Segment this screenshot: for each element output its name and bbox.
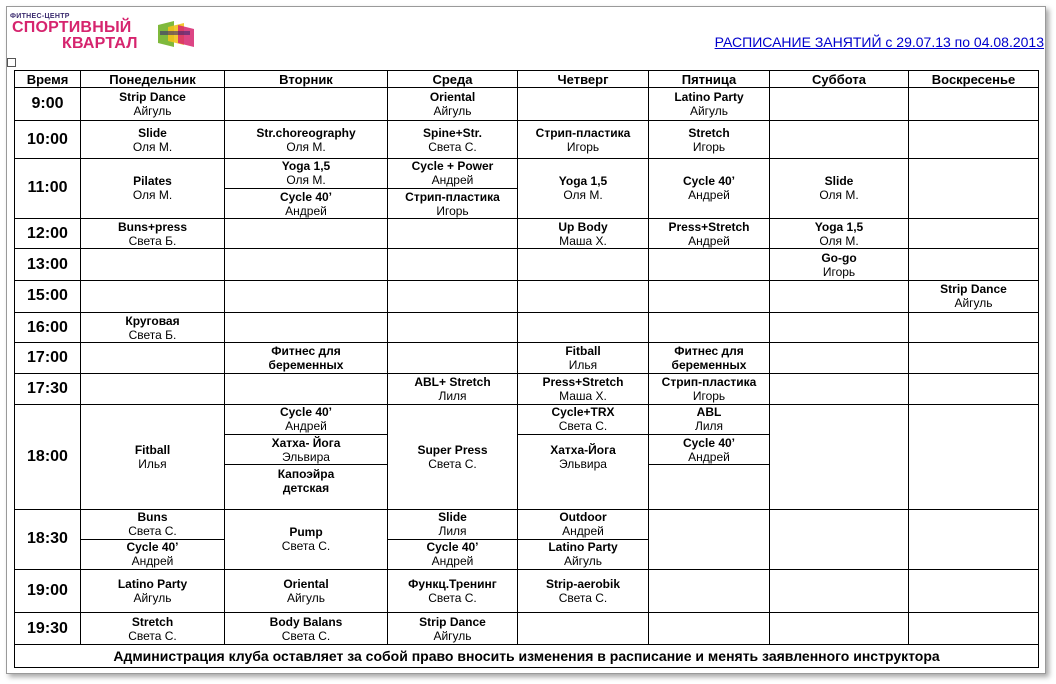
class-name: Outdoor bbox=[559, 510, 607, 525]
class-instructor: Оля М. bbox=[819, 233, 859, 248]
class-name: Buns bbox=[137, 510, 168, 525]
class-instructor: Айгуль bbox=[286, 591, 326, 606]
time-cell: 12:00 bbox=[15, 219, 81, 249]
class-cell bbox=[518, 404, 649, 434]
table-move-handle[interactable] bbox=[7, 58, 16, 67]
class-name: Cycle 40’ bbox=[682, 174, 736, 189]
class-instructor: Света С. bbox=[128, 628, 177, 643]
class-instructor: Игорь bbox=[692, 139, 726, 154]
class-name: Latino Party bbox=[674, 90, 744, 105]
empty-cell bbox=[225, 219, 388, 249]
empty-cell bbox=[388, 280, 518, 312]
class-cell bbox=[81, 219, 225, 249]
schedule-table bbox=[14, 70, 1039, 668]
class-cell bbox=[518, 509, 649, 539]
class-instructor: Игорь bbox=[566, 139, 600, 154]
class-name: Fitball bbox=[565, 344, 601, 359]
class-instructor: Оля М. bbox=[286, 173, 326, 188]
class-instructor: Света С. bbox=[428, 139, 477, 154]
class-cell bbox=[225, 570, 388, 613]
class-cell bbox=[649, 343, 770, 374]
empty-cell bbox=[225, 88, 388, 121]
header-wednesday: Среда bbox=[388, 71, 518, 88]
class-instructor: Айгуль bbox=[433, 104, 472, 119]
class-name: Latino Party bbox=[548, 540, 618, 555]
class-instructor: Света Б. bbox=[128, 327, 177, 342]
class-name: Strip Dance bbox=[119, 90, 186, 105]
class-cell bbox=[518, 343, 649, 374]
class-instructor: Оля М. bbox=[132, 188, 173, 203]
class-instructor: Оля М. bbox=[819, 188, 859, 203]
class-instructor: Света С. bbox=[428, 456, 477, 471]
class-instructor: Игорь bbox=[692, 389, 726, 404]
class-name: Oriental bbox=[429, 90, 476, 105]
logo-subtitle: ФИТНЕС-ЦЕНТР bbox=[10, 13, 70, 20]
time-cell: 10:00 bbox=[15, 121, 81, 158]
class-instructor: Оля М. bbox=[132, 139, 173, 154]
class-cell bbox=[770, 158, 909, 219]
class-name: Slide bbox=[824, 174, 854, 189]
class-name: Стрип-пластика bbox=[405, 189, 500, 204]
class-instructor: Андрей bbox=[431, 173, 474, 188]
class-name: Cycle+TRX bbox=[551, 405, 615, 420]
club-logo bbox=[10, 13, 200, 53]
time-cell: 17:00 bbox=[15, 343, 81, 374]
class-cell bbox=[81, 404, 225, 509]
class-cell bbox=[388, 613, 518, 644]
class-name: Latino Party bbox=[117, 577, 188, 592]
time-cell: 15:00 bbox=[15, 280, 81, 312]
class-name: Up Body bbox=[558, 219, 608, 234]
class-name: Strip Dance bbox=[419, 614, 486, 629]
class-name: Super Press bbox=[417, 442, 488, 457]
class-cell bbox=[81, 570, 225, 613]
empty-cell bbox=[388, 219, 518, 249]
class-cell bbox=[518, 121, 649, 158]
class-cell bbox=[649, 404, 770, 434]
header-time: Время bbox=[15, 71, 81, 88]
empty-cell bbox=[81, 374, 225, 404]
class-cell bbox=[909, 280, 1039, 312]
empty-cell bbox=[909, 88, 1039, 121]
class-name: Pump bbox=[289, 525, 323, 540]
class-name: Stretch bbox=[131, 614, 174, 629]
empty-cell bbox=[518, 280, 649, 312]
time-cell: 17:30 bbox=[15, 374, 81, 404]
class-cell bbox=[81, 312, 225, 342]
class-name: Cycle 40’ bbox=[682, 435, 736, 450]
class-cell bbox=[388, 539, 518, 569]
class-instructor: Андрей bbox=[131, 554, 174, 569]
empty-cell bbox=[649, 312, 770, 342]
class-name: Cycle 40’ bbox=[126, 540, 179, 555]
class-name: Хатха-Йога bbox=[550, 442, 616, 457]
time-cell: 13:00 bbox=[15, 249, 81, 280]
empty-cell bbox=[770, 280, 909, 312]
class-name: Фитнес для bbox=[674, 344, 744, 359]
class-cell bbox=[649, 219, 770, 249]
time-cell: 18:00 bbox=[15, 404, 81, 509]
class-name: Стрип-пластика bbox=[661, 375, 757, 390]
empty-cell bbox=[770, 570, 909, 613]
class-cell bbox=[518, 219, 649, 249]
empty-cell bbox=[649, 465, 770, 509]
class-name: Фитнес для bbox=[271, 344, 341, 359]
logo-line-2: КВАРТАЛ bbox=[62, 35, 138, 52]
empty-cell bbox=[909, 509, 1039, 570]
class-cell bbox=[225, 188, 388, 218]
class-cell bbox=[770, 249, 909, 280]
header-monday: Понедельник bbox=[81, 71, 225, 88]
empty-cell bbox=[388, 249, 518, 280]
class-cell bbox=[518, 539, 649, 569]
class-instructor: Маша Х. bbox=[559, 233, 607, 248]
empty-cell bbox=[649, 509, 770, 570]
class-name: Stretch bbox=[688, 125, 730, 140]
class-cell bbox=[388, 374, 518, 404]
class-cell bbox=[225, 613, 388, 644]
class-cell bbox=[81, 158, 225, 219]
class-cell bbox=[649, 434, 770, 464]
class-cell bbox=[649, 374, 770, 404]
class-name: Капоэйра bbox=[277, 467, 335, 482]
empty-cell bbox=[909, 374, 1039, 404]
class-name: Slide bbox=[438, 510, 467, 525]
class-cell bbox=[388, 121, 518, 158]
class-name: Strip Dance bbox=[940, 282, 1007, 297]
class-instructor: Айгуль bbox=[433, 628, 472, 643]
empty-cell bbox=[909, 312, 1039, 342]
empty-cell bbox=[81, 249, 225, 280]
class-instructor: Света С. bbox=[428, 591, 477, 606]
class-instructor: Света С. bbox=[281, 539, 331, 554]
empty-cell bbox=[225, 374, 388, 404]
empty-cell bbox=[770, 404, 909, 509]
header-saturday: Суббота bbox=[770, 71, 909, 88]
class-cell bbox=[518, 374, 649, 404]
empty-cell bbox=[770, 613, 909, 644]
time-cell: 16:00 bbox=[15, 312, 81, 342]
class-cell bbox=[81, 509, 225, 539]
empty-cell bbox=[770, 374, 909, 404]
empty-cell bbox=[909, 404, 1039, 509]
class-cell bbox=[225, 509, 388, 570]
class-cell bbox=[225, 343, 388, 374]
time-cell: 19:30 bbox=[15, 613, 81, 644]
class-instructor: Игорь bbox=[822, 264, 856, 279]
class-instructor: Маша Х. bbox=[559, 389, 607, 404]
class-instructor: Илья bbox=[138, 456, 167, 471]
class-name: ABL bbox=[696, 405, 722, 420]
class-name: Yoga 1,5 bbox=[281, 159, 331, 174]
empty-cell bbox=[225, 312, 388, 342]
time-cell: 9:00 bbox=[15, 88, 81, 121]
class-instructor: Айгуль bbox=[689, 104, 729, 119]
header-tuesday: Вторник bbox=[225, 71, 388, 88]
class-cell bbox=[388, 88, 518, 121]
class-instructor: Света С. bbox=[281, 628, 331, 643]
class-instructor: Света С. bbox=[558, 591, 608, 606]
class-name: ABL+ Stretch bbox=[414, 375, 491, 390]
header-thursday: Четверг bbox=[518, 71, 649, 88]
class-instructor: Айгуль bbox=[133, 104, 172, 119]
empty-cell bbox=[909, 219, 1039, 249]
class-cell bbox=[770, 219, 909, 249]
empty-cell bbox=[649, 613, 770, 644]
empty-cell bbox=[518, 88, 649, 121]
class-name: Yoga 1,5 bbox=[814, 219, 864, 234]
logo-line-1: СПОРТИВНЫЙ bbox=[12, 19, 132, 36]
class-instructor: Андрей bbox=[688, 449, 730, 464]
class-cell bbox=[518, 158, 649, 219]
class-name: Oriental bbox=[283, 577, 329, 592]
class-name: Cycle 40’ bbox=[279, 405, 333, 420]
class-instructor: Лиля bbox=[438, 389, 467, 404]
class-name: Body Balans bbox=[269, 614, 343, 629]
class-instructor: Эльвира bbox=[559, 456, 607, 471]
header-sunday: Воскресенье bbox=[909, 71, 1039, 88]
footer-note: Администрация клуба оставляет за собой право вносить изменения в расписание и менять заявленного инструктора bbox=[15, 644, 1039, 667]
class-name-line-2: беременных bbox=[671, 358, 747, 373]
empty-cell bbox=[225, 280, 388, 312]
class-instructor: Света С. bbox=[558, 419, 608, 434]
class-name: Strip-aerobik bbox=[545, 577, 620, 592]
class-instructor: Лиля bbox=[694, 419, 724, 434]
class-instructor: Андрей bbox=[285, 419, 327, 434]
empty-cell bbox=[649, 249, 770, 280]
class-name: Spine+Str. bbox=[422, 125, 483, 140]
class-cell bbox=[388, 158, 518, 188]
class-instructor: Андрей bbox=[562, 524, 604, 539]
class-name: Press+Stretch bbox=[668, 219, 750, 234]
class-cell bbox=[518, 570, 649, 613]
class-instructor: Айгуль bbox=[563, 554, 603, 569]
class-cell bbox=[388, 188, 518, 218]
class-name: Str.choreography bbox=[256, 125, 356, 140]
class-cell bbox=[81, 539, 225, 569]
class-instructor: Оля М. bbox=[563, 188, 603, 203]
class-name-line-2: беременных bbox=[268, 358, 344, 373]
empty-cell bbox=[770, 343, 909, 374]
class-cell bbox=[388, 404, 518, 509]
class-name: Yoga 1,5 bbox=[558, 174, 608, 189]
class-instructor: Айгуль bbox=[954, 296, 993, 311]
empty-cell bbox=[518, 312, 649, 342]
class-instructor: Андрей bbox=[688, 188, 730, 203]
class-name: Slide bbox=[138, 125, 167, 140]
class-instructor: Айгуль bbox=[133, 591, 172, 606]
empty-cell bbox=[909, 570, 1039, 613]
class-instructor: Игорь bbox=[436, 203, 469, 218]
class-cell bbox=[388, 509, 518, 539]
class-instructor: Света С. bbox=[128, 524, 177, 539]
empty-cell bbox=[909, 613, 1039, 644]
empty-cell bbox=[388, 312, 518, 342]
class-instructor: Андрей bbox=[285, 203, 327, 218]
class-cell bbox=[81, 121, 225, 158]
class-cell bbox=[649, 88, 770, 121]
class-cell bbox=[81, 613, 225, 644]
logo-emblem-icon bbox=[156, 21, 196, 49]
time-cell: 11:00 bbox=[15, 158, 81, 219]
class-instructor: Света Б. bbox=[128, 233, 177, 248]
class-instructor: Андрей bbox=[688, 233, 730, 248]
class-name: Fitball bbox=[134, 442, 171, 457]
empty-cell bbox=[770, 312, 909, 342]
empty-cell bbox=[81, 343, 225, 374]
class-name: Круговая bbox=[125, 313, 180, 328]
empty-cell bbox=[770, 121, 909, 158]
empty-cell bbox=[649, 570, 770, 613]
time-cell: 19:00 bbox=[15, 570, 81, 613]
class-cell bbox=[225, 434, 388, 464]
class-instructor: Лиля bbox=[438, 524, 467, 539]
empty-cell bbox=[909, 158, 1039, 219]
class-cell bbox=[518, 434, 649, 509]
class-name: Go-go bbox=[821, 250, 857, 265]
empty-cell bbox=[81, 280, 225, 312]
class-instructor: Илья bbox=[568, 358, 598, 373]
class-name: Cycle 40’ bbox=[279, 189, 333, 204]
class-name: Pilates bbox=[133, 174, 172, 189]
header-friday: Пятница bbox=[649, 71, 770, 88]
class-name: Buns+press bbox=[117, 219, 188, 234]
empty-cell bbox=[909, 249, 1039, 280]
empty-cell bbox=[518, 249, 649, 280]
class-cell bbox=[225, 465, 388, 509]
empty-cell bbox=[388, 343, 518, 374]
class-cell bbox=[649, 158, 770, 219]
time-cell: 18:30 bbox=[15, 509, 81, 570]
class-cell bbox=[649, 121, 770, 158]
class-cell bbox=[225, 158, 388, 188]
class-name: Хатха- Йога bbox=[271, 435, 341, 450]
class-name: Стрип-пластика bbox=[535, 125, 631, 140]
empty-cell bbox=[225, 249, 388, 280]
class-instructor: Эльвира bbox=[282, 449, 330, 464]
empty-cell bbox=[909, 343, 1039, 374]
class-cell bbox=[81, 88, 225, 121]
empty-cell bbox=[770, 88, 909, 121]
schedule-title-link[interactable]: РАСПИСАНИЕ ЗАНЯТИЙ с 29.07.13 по 04.08.2013 bbox=[714, 34, 1044, 50]
class-cell bbox=[225, 121, 388, 158]
class-instructor: Андрей bbox=[431, 554, 474, 569]
class-name: Функц.Тренинг bbox=[408, 577, 497, 592]
empty-cell bbox=[770, 509, 909, 570]
empty-cell bbox=[649, 280, 770, 312]
class-cell bbox=[225, 404, 388, 434]
class-name: Cycle + Power bbox=[411, 159, 494, 174]
empty-cell bbox=[909, 121, 1039, 158]
class-name-line-2: детская bbox=[282, 481, 330, 496]
class-cell bbox=[388, 570, 518, 613]
class-instructor: Оля М. bbox=[286, 139, 326, 154]
empty-cell bbox=[518, 613, 649, 644]
class-name: Cycle 40’ bbox=[426, 540, 479, 555]
class-name: Press+Stretch bbox=[542, 375, 624, 390]
